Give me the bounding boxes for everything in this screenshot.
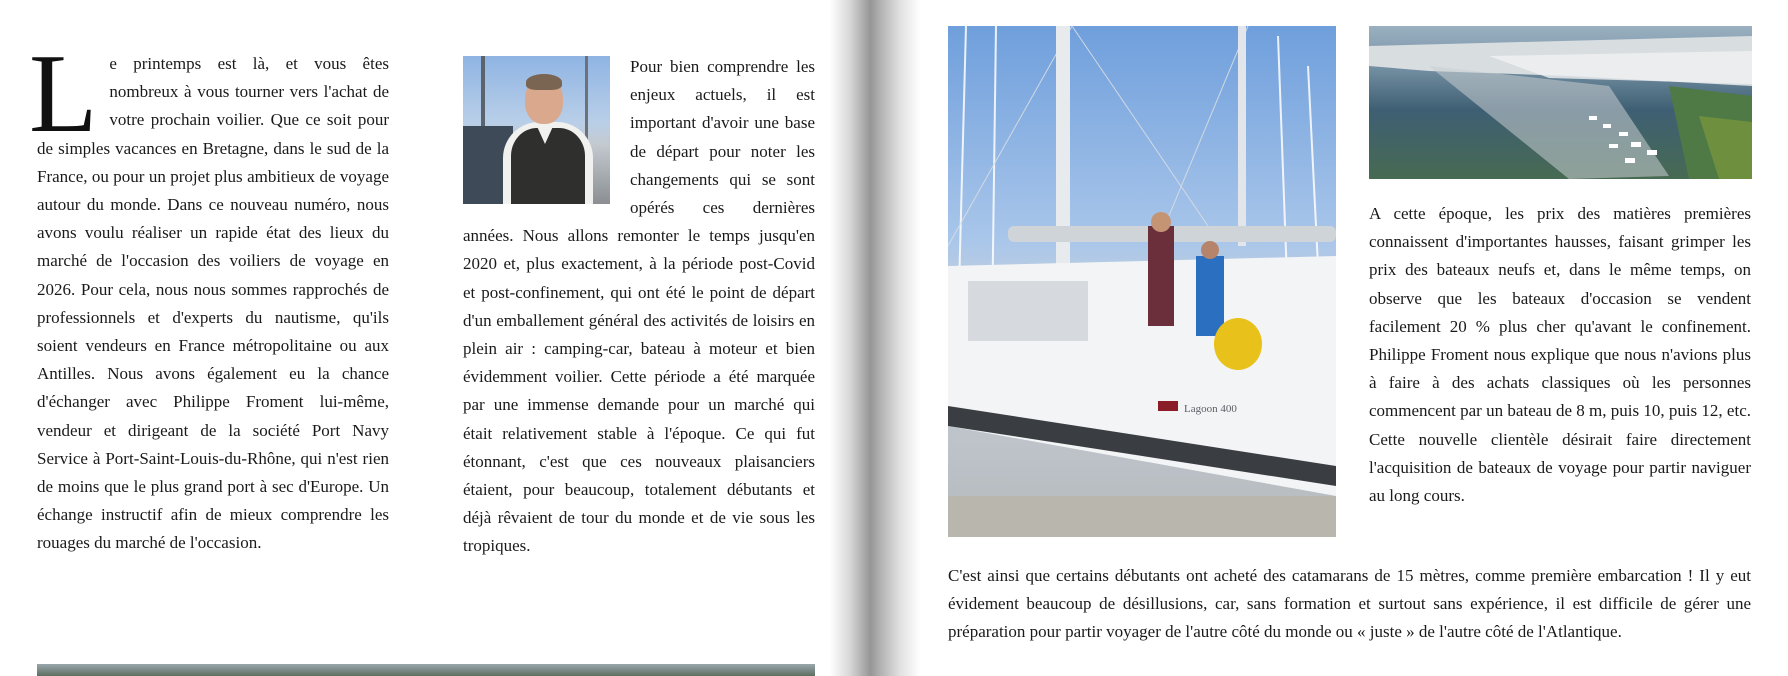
bottom-photo-strip <box>37 664 815 676</box>
third-column <box>1369 200 1751 510</box>
wide-paragraph: C'est ainsi que certains débutants ont acheté des catamarans de 15 mètres, comme première embarcation ! Il y eut évidement beaucoup de désillusions, car, sans formation et surtout sans expérience, il est difficile de gérer une préparation pour partir voyager de l'autre côté du monde ou « juste » de l'autre côté de l'Atlantique. <box>948 566 1751 642</box>
catamaran-illustration <box>948 26 1336 537</box>
hull-name-text: Lagoon 400 <box>1184 403 1237 415</box>
philippe-froment-portrait <box>463 56 610 204</box>
intro-column <box>29 32 389 558</box>
marina-aerial-photo <box>1369 26 1752 179</box>
vest-shape <box>511 128 585 204</box>
intro-paragraph: e printemps est là, et vous êtes nombreux à vous tourner vers l'achat de votre prochain voilier. Que ce soit pour de simples vacances en Bretagne, dans le sud de la France, ou pour un projet plus ambitieux de voyage autour du monde. Dans ce nouveau numéro, nous avons voulu réaliser un rapide état des lieux du marché de l'occasion des voiliers de voyage en 2026. Pour cela, nous nous sommes rapprochés de professionnels et d'experts du nautisme, qu'ils soient vendeurs en France métropolitaine ou aux Antilles. Nous avons également eu la chance d'échanger avec Philippe Froment lui-même, vendeur et dirigeant de la société Port Navy Service à Port-Saint-Louis-du-Rhône, qui n'est rien de moins que le plus grand port à sec d'Europe. Un échange instructif afin de mieux comprendre les rouages du marché de l'occasion. <box>37 54 389 553</box>
catamaran-photo <box>948 26 1336 537</box>
marina-illustration <box>1369 26 1752 179</box>
wide-paragraph-block <box>948 562 1751 647</box>
second-column <box>463 53 815 561</box>
drop-cap: L <box>29 32 98 156</box>
hair-shape <box>526 74 562 90</box>
third-paragraph: A cette époque, les prix des matières premières connaissent d'importantes hausses, faisant grimper les prix des bateaux neufs et, dans le même temps, on observe que les bateaux d'occasion se vendent facilement 20 % plus cher qu'avant le confinement. Philippe Froment nous explique que nous n'avions plus à faire à des achats classiques où les personnes commencent par un bateau de 8 m, puis 10, puis 12, etc. Cette nouvelle clientèle désirait faire directement l'acquisition de bateaux de voyage pour partir naviguer au long cours. <box>1369 204 1751 506</box>
second-paragraph: Pour bien comprendre les enjeux actuels, il est important d'avoir une base de départ pour noter les changements qui se sont opérés ces dernières années. Nous allons remonter le temps jusqu'en 2020 et, plus exactement, à la période post-Covid et post-confinement, qui ont été le point de départ d'un emballement général des activités de loisirs en plein air : camping-car, bateau à moteur et bien évidemment voilier. Cette période a été marquée par une immense demande pour un marché qui était relativement stable à l'époque. Ce qui fut étonnant, c'est que ces nouveaux plaisanciers étaient, pour beaucoup, totalement débutants et déjà rêvaient de tour du monde et de vie sous les tropiques. <box>463 57 815 556</box>
page-gutter <box>830 0 920 676</box>
